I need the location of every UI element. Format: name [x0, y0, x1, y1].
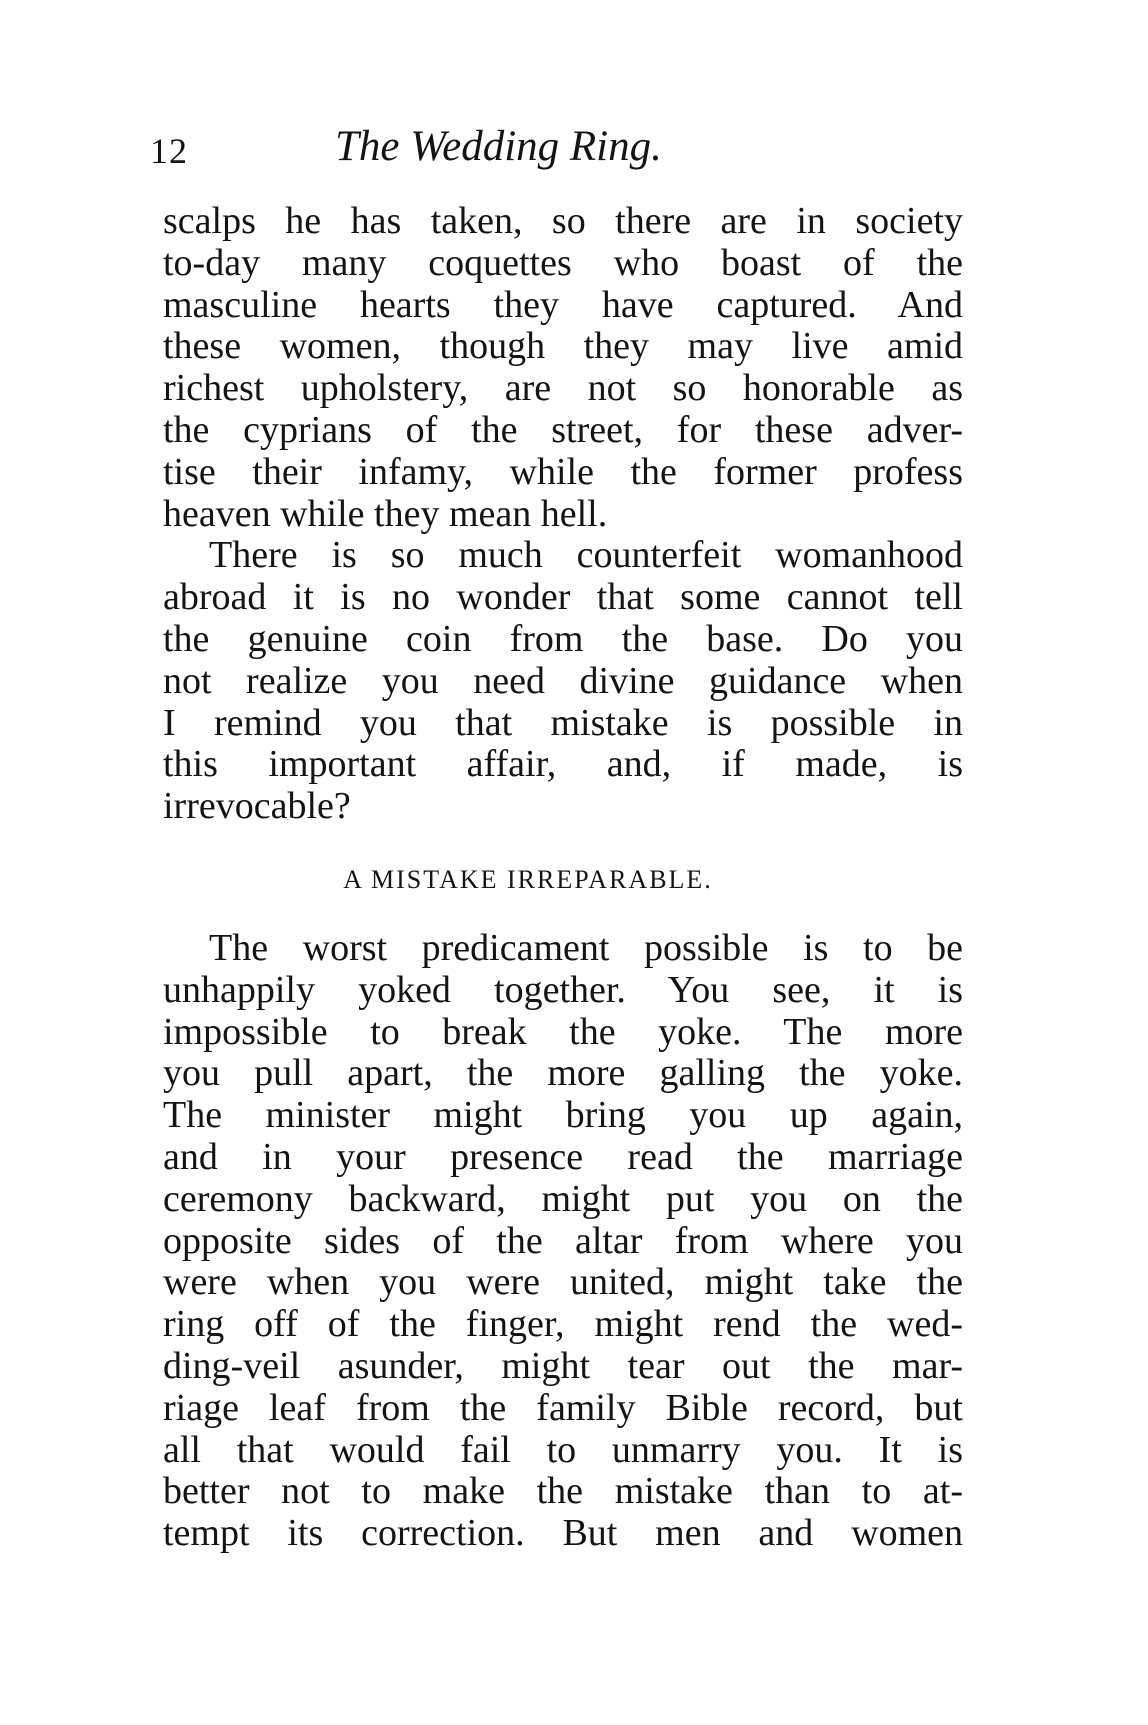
text-line: opposite sides of the altar from where you: [163, 1219, 963, 1262]
text-line: these women, though they may live amid: [163, 325, 963, 368]
section-heading: A MISTAKE IRREPARABLE.: [343, 864, 713, 894]
running-title: The Wedding Ring.: [335, 123, 662, 170]
text-line: ring off of the finger, might rend the wed-: [163, 1303, 963, 1346]
text-line: to-day many coquettes who boast of the: [163, 241, 963, 284]
text-line: this important affair, and, if made, is: [163, 743, 963, 786]
text-line: ceremony backward, might put you on the: [163, 1177, 963, 1220]
text-line: abroad it is no wonder that some cannot tell: [163, 576, 963, 619]
text-line: The minister might bring you up again,: [163, 1094, 963, 1137]
text-line: tise their infamy, while the former profess: [163, 450, 963, 493]
text-line: unhappily yoked together. You see, it is: [163, 968, 963, 1011]
text-line: not realize you need divine guidance when: [163, 659, 963, 702]
text-line: scalps he has taken, so there are in society: [163, 200, 963, 242]
text-line: better not to make the mistake than to at-: [163, 1470, 963, 1513]
text-line: irrevocable?: [163, 785, 351, 828]
text-line: There is so much counterfeit womanhood: [209, 534, 963, 577]
text-line: the genuine coin from the base. Do you: [163, 617, 963, 660]
text-line: and in your presence read the marriage: [163, 1135, 963, 1178]
body-text: [163, 201, 963, 1555]
text-line: The worst predicament possible is to be: [209, 926, 963, 969]
text-line: tempt its correction. But men and women: [163, 1512, 963, 1555]
text-line: all that would fail to unmarry you. It is: [163, 1428, 963, 1471]
text-line: masculine hearts they have captured. And: [163, 283, 963, 326]
page-number: 12: [150, 131, 188, 171]
text-line: impossible to break the yoke. The more: [163, 1010, 963, 1053]
running-head: [150, 122, 970, 182]
text-line: ding-veil asunder, might tear out the mar-: [163, 1344, 963, 1387]
text-line: were when you were united, might take the: [163, 1261, 963, 1304]
text-line: riage leaf from the family Bible record, but: [163, 1386, 963, 1429]
text-line: heaven while they mean hell.: [163, 492, 608, 535]
text-line: I remind you that mistake is possible in: [163, 701, 963, 744]
text-line: richest upholstery, are not so honorable as: [163, 367, 963, 410]
text-line: the cyprians of the street, for these adver-: [163, 408, 963, 451]
text-line: you pull apart, the more galling the yoke.: [163, 1052, 963, 1095]
